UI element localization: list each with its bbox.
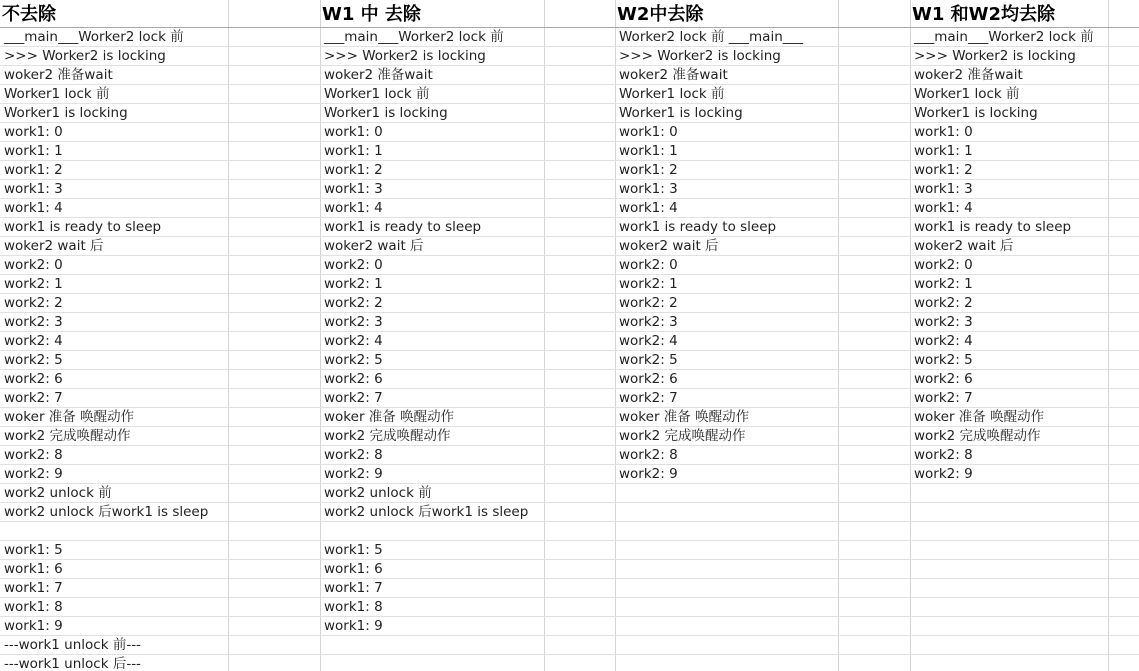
table-cell[interactable]: woker2 准备wait [914,67,1023,83]
table-cell[interactable]: Worker1 is locking [914,105,1038,121]
table-cell[interactable]: work1: 2 [4,162,63,178]
table-cell[interactable]: work1: 2 [914,162,973,178]
table-cell[interactable]: work1: 0 [324,124,383,140]
table-cell[interactable]: work2: 3 [324,314,383,330]
table-cell[interactable]: woker2 准备wait [324,67,433,83]
table-cell[interactable]: work2: 6 [619,371,678,387]
table-cell[interactable]: work2: 8 [914,447,973,463]
table-cell[interactable]: work1 is ready to sleep [324,219,482,235]
table-cell[interactable]: work2: 1 [619,276,678,292]
table-cell[interactable]: work1: 6 [324,561,383,577]
table-cell[interactable]: work2: 1 [324,276,383,292]
table-cell[interactable]: work2: 3 [4,314,63,330]
table-cell[interactable]: work1 is ready to sleep [914,219,1072,235]
table-cell[interactable]: woker2 wait 后 [4,238,104,254]
table-cell[interactable]: work1: 3 [324,181,383,197]
table-cell[interactable]: work2: 9 [619,466,678,482]
table-cell[interactable]: work2: 9 [324,466,383,482]
table-cell[interactable]: Worker1 lock 前 [619,86,725,102]
table-cell[interactable]: work2 unlock 后work1 is sleep [4,504,209,520]
table-cell[interactable]: woker 准备 唤醒动作 [4,409,135,425]
table-cell[interactable]: work1: 3 [619,181,678,197]
table-cell[interactable]: work1: 2 [619,162,678,178]
table-cell[interactable]: work2: 2 [619,295,678,311]
table-cell[interactable]: Worker1 is locking [619,105,743,121]
table-cell[interactable]: >>> Worker2 is locking [324,48,486,64]
table-cell[interactable]: work2 完成唤醒动作 [619,428,746,444]
table-cell[interactable]: >>> Worker2 is locking [619,48,781,64]
table-cell[interactable]: work1: 4 [914,200,973,216]
table-cell[interactable]: work1: 6 [4,561,63,577]
table-cell[interactable]: work2: 6 [324,371,383,387]
table-cell[interactable] [320,522,544,541]
table-cell[interactable]: work2 unlock 前 [324,485,432,501]
table-cell[interactable]: Worker1 lock 前 [324,86,430,102]
table-cell[interactable]: work1: 8 [324,599,383,615]
header-cell[interactable] [838,0,910,27]
table-cell[interactable]: work2: 0 [914,257,973,273]
table-cell[interactable]: ---work1 unlock 后--- [4,656,141,671]
table-cell[interactable]: work1 is ready to sleep [619,219,777,235]
table-cell[interactable]: woker 准备 唤醒动作 [619,409,750,425]
table-cell[interactable]: work1: 1 [4,143,63,159]
table-cell[interactable]: work1: 5 [4,542,63,558]
table-cell[interactable]: Worker2 lock 前 ___main___ [619,29,804,45]
table-cell[interactable]: work2: 7 [324,390,383,406]
table-cell[interactable]: work1: 3 [4,181,63,197]
table-cell[interactable]: work2: 8 [619,447,678,463]
table-cell[interactable]: work2: 4 [914,333,973,349]
table-cell[interactable]: work1: 4 [4,200,63,216]
table-cell[interactable]: work1: 9 [4,618,63,634]
table-cell[interactable]: work1: 0 [914,124,973,140]
table-cell[interactable]: work2: 4 [4,333,63,349]
table-cell[interactable]: work1: 2 [324,162,383,178]
header-cell[interactable]: 不去除 [2,4,56,25]
table-cell[interactable]: work1: 1 [619,143,678,159]
table-cell[interactable]: work2: 6 [4,371,63,387]
table-cell[interactable]: work2 unlock 前 [4,485,112,501]
table-cell[interactable]: work2: 7 [914,390,973,406]
table-cell[interactable]: Worker1 is locking [4,105,128,121]
header-cell[interactable]: W2中去除 [617,4,704,25]
table-cell[interactable]: work1: 4 [619,200,678,216]
table-cell[interactable]: work2: 9 [4,466,63,482]
table-cell[interactable]: work2 完成唤醒动作 [324,428,451,444]
table-cell[interactable]: work1: 4 [324,200,383,216]
table-cell[interactable]: work2: 3 [914,314,973,330]
table-cell[interactable]: Worker1 is locking [324,105,448,121]
table-cell[interactable]: work1: 8 [4,599,63,615]
table-cell[interactable]: work2: 5 [914,352,973,368]
table-cell[interactable]: work2: 5 [324,352,383,368]
table-cell[interactable]: Worker1 lock 前 [4,86,110,102]
table-cell[interactable]: work1: 0 [619,124,678,140]
table-cell[interactable]: work1: 9 [324,618,383,634]
table-cell[interactable]: work2: 3 [619,314,678,330]
table-cell[interactable]: work2: 7 [619,390,678,406]
table-cell[interactable]: work1 is ready to sleep [4,219,162,235]
table-cell[interactable]: work2: 1 [914,276,973,292]
table-cell[interactable]: woker2 wait 后 [619,238,719,254]
table-cell[interactable]: woker2 准备wait [4,67,113,83]
header-cell[interactable] [1108,0,1139,27]
table-cell[interactable]: work2 unlock 后work1 is sleep [324,504,529,520]
table-cell[interactable]: woker2 wait 后 [914,238,1014,254]
table-cell[interactable]: work2: 0 [619,257,678,273]
table-cell[interactable]: work1: 7 [4,580,63,596]
table-cell[interactable]: work2: 8 [324,447,383,463]
table-cell[interactable]: work2: 8 [4,447,63,463]
table-cell[interactable]: work2: 1 [4,276,63,292]
table-cell[interactable]: ___main___Worker2 lock 前 [324,29,504,45]
table-cell[interactable]: woker2 准备wait [619,67,728,83]
header-cell[interactable] [544,0,615,27]
table-cell[interactable]: work2 完成唤醒动作 [4,428,131,444]
table-cell[interactable]: work1: 1 [914,143,973,159]
table-cell[interactable]: work2: 2 [4,295,63,311]
table-cell[interactable] [0,522,228,541]
table-cell[interactable]: work2: 2 [914,295,973,311]
table-cell[interactable]: work2: 4 [324,333,383,349]
table-cell[interactable]: work2: 5 [619,352,678,368]
table-cell[interactable]: work2: 6 [914,371,973,387]
table-cell[interactable]: >>> Worker2 is locking [4,48,166,64]
table-cell[interactable]: Worker1 lock 前 [914,86,1020,102]
header-cell[interactable]: W1 和W2均去除 [912,4,1056,25]
table-cell[interactable]: ---work1 unlock 前--- [4,637,141,653]
table-cell[interactable]: work2 完成唤醒动作 [914,428,1041,444]
table-cell[interactable]: work2: 0 [324,257,383,273]
table-cell[interactable]: work1: 5 [324,542,383,558]
table-cell[interactable]: work1: 7 [324,580,383,596]
table-cell[interactable]: work2: 0 [4,257,63,273]
table-cell[interactable]: work1: 3 [914,181,973,197]
table-cell[interactable]: woker 准备 唤醒动作 [914,409,1045,425]
table-cell[interactable]: ___main___Worker2 lock 前 [4,29,184,45]
table-cell[interactable]: woker2 wait 后 [324,238,424,254]
table-cell[interactable]: ___main___Worker2 lock 前 [914,29,1094,45]
table-cell[interactable]: woker 准备 唤醒动作 [324,409,455,425]
table-cell[interactable]: work2: 7 [4,390,63,406]
table-cell[interactable]: work2: 5 [4,352,63,368]
table-cell[interactable]: work1: 1 [324,143,383,159]
table-cell[interactable]: work2: 4 [619,333,678,349]
table-cell[interactable]: >>> Worker2 is locking [914,48,1076,64]
header-cell[interactable]: W1 中 去除 [322,4,421,25]
table-cell[interactable]: work2: 2 [324,295,383,311]
table-cell[interactable]: work1: 0 [4,124,63,140]
table-cell[interactable]: work2: 9 [914,466,973,482]
header-cell[interactable] [228,0,320,27]
